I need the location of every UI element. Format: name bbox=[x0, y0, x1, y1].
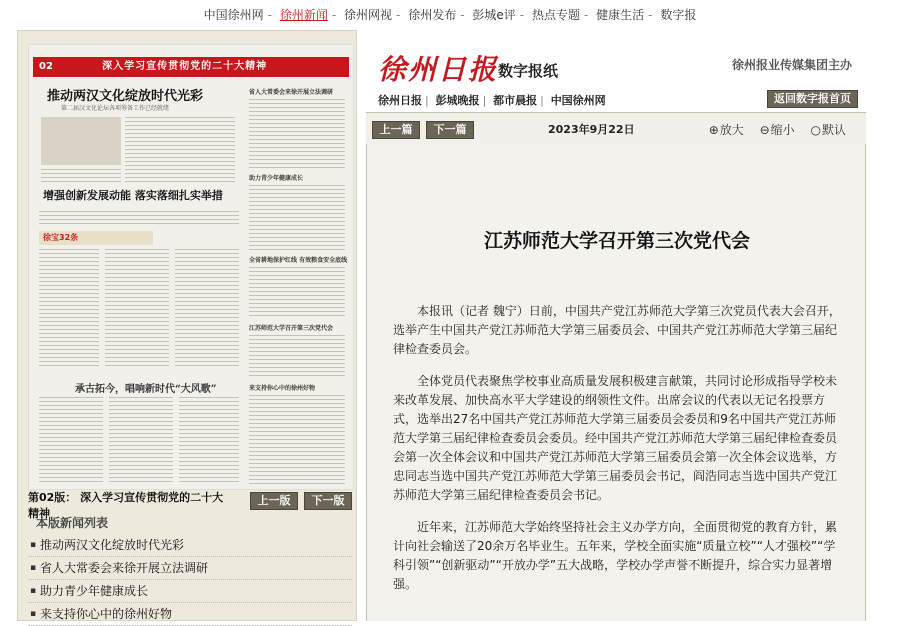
zoom-controls bbox=[697, 121, 846, 138]
page-number: 02 bbox=[39, 61, 53, 72]
article-paragraph: 本报讯（记者 魏宁）日前，中国共产党江苏师范大学第三次党员代表大会召开，选举产生中国共产党江苏师范大学第三届委员会、中国共产党江苏师范大学第三届纪律检查委员会。 bbox=[393, 304, 841, 356]
article-paragraph: 全体党员代表聚焦学校事业高质量发展积极建言献策，共同讨论形成指导学校未来改革发展、加快高水平大学建设的纲领性文件。出席会议的代表以无记名投票方式，选举出27名中国共产党江苏师范大学第三届委员会委员和9名中国共产党江苏师范大学第三届纪律检查委员会委员。经中国共产党江苏师范大学第三届纪律检查委员会第一次全体会议和中国共产党江苏师范大学第三届委员会第一次全体会议选举，方忠同志当选中国共产党江苏师范大学第三届委员会书记，阎浩同志当选中国共产党江苏师范大学第三届纪律检查委员会书记。 bbox=[393, 374, 838, 502]
thumb-headline-sub: 第二届汉文化论坛各项筹备工作已经就绪 bbox=[61, 105, 170, 112]
zoom-reset-icon: ○ bbox=[810, 123, 821, 137]
zoom-in-control[interactable]: ⊕放大 bbox=[708, 123, 744, 137]
thumb-text-block bbox=[249, 267, 345, 319]
newspaper-page-thumbnail[interactable] bbox=[28, 44, 354, 490]
thumb-right-title[interactable]: 来支持你心中的徐州好物 bbox=[249, 385, 316, 392]
thumb-text-block bbox=[39, 211, 239, 227]
article-paragraph: 近年来，江苏师范大学始终坚持社会主义办学方向，全面贯彻党的教育方针，累计向社会输送了20余万名毕业生。五年来，学校全面实施“质量立校”“人才强校”“学科引领”“创新驱动”“开放办学”五大战略，学校办学声誉不断提升，综合实力显著增强。 bbox=[393, 520, 838, 591]
article-toolbar bbox=[366, 112, 866, 146]
prev-article-button[interactable]: 上一篇 bbox=[372, 121, 420, 139]
thumb-headline-2[interactable]: 增强创新发展动能 落实落细扎实举措 bbox=[43, 189, 223, 202]
thumb-right-title[interactable]: 助力青少年健康成长 bbox=[249, 175, 304, 182]
zoom-out-control[interactable]: ⊖缩小 bbox=[759, 123, 795, 137]
thumb-text-block bbox=[39, 397, 103, 485]
thumb-text-block bbox=[125, 117, 235, 183]
thumb-text-block bbox=[249, 185, 345, 251]
thumb-right-title[interactable]: 省人大常委会来徐开展立法调研 bbox=[249, 89, 334, 96]
link-xuzhou-daily[interactable]: 徐州日报 bbox=[378, 94, 422, 107]
nav-link-xuzhou-news[interactable]: 徐州新闻 bbox=[279, 8, 328, 22]
page-title: 第02版： 深入学习宣传贯彻党的二十大精神 bbox=[28, 491, 224, 520]
list-item[interactable]: ▪ 来支持你心中的徐州好物 bbox=[28, 603, 352, 626]
thumb-photo bbox=[41, 117, 121, 165]
list-item[interactable]: ▪ 省人大常委会来徐开展立法调研 bbox=[28, 557, 352, 580]
thumb-right-title[interactable]: 江苏师范大学召开第三次党代会 bbox=[249, 325, 334, 332]
article-body bbox=[366, 144, 866, 621]
nav-link-digital-paper[interactable]: 数字报 bbox=[660, 8, 697, 22]
next-article-button[interactable]: 下一篇 bbox=[426, 121, 474, 139]
prev-page-button[interactable]: 上一版 bbox=[250, 492, 298, 510]
news-list bbox=[28, 534, 352, 626]
brand-subtitle: 数字报纸 bbox=[498, 62, 559, 80]
thumb-text-block bbox=[249, 335, 345, 379]
back-to-home-button[interactable]: 返回数字报首页 bbox=[767, 90, 858, 108]
thumb-ad: 徐宝32条 bbox=[39, 231, 153, 245]
thumb-text-block bbox=[39, 249, 99, 369]
right-panel bbox=[366, 30, 866, 621]
thumb-headline-3[interactable]: 承古拓今，唱响新时代“大风歌” bbox=[75, 384, 217, 395]
publish-date: 2023年9月22日 bbox=[548, 123, 635, 136]
nav-link-health[interactable]: 健康生活 bbox=[596, 8, 645, 22]
zoom-in-icon: ⊕ bbox=[708, 123, 719, 137]
thumb-text-block bbox=[175, 249, 239, 369]
thumb-text-block bbox=[179, 397, 239, 485]
brand-logo[interactable]: 徐州日报 bbox=[378, 53, 499, 86]
top-nav: 中国徐州网 - 徐州新闻 - 徐州网视 - 徐州发布 - 彭城e评 - 热点专题 - 健康生活 - 数字报 bbox=[203, 8, 697, 22]
nav-link-pengcheng-review[interactable]: 彭城e评 bbox=[472, 8, 516, 22]
list-item[interactable]: ▪ 推动两汉文化绽放时代光彩 bbox=[28, 534, 352, 557]
page-banner bbox=[33, 57, 349, 77]
link-china-xuzhou-net[interactable]: 中国徐州网 bbox=[550, 94, 606, 107]
article-title: 江苏师范大学召开第三次党代会 bbox=[483, 230, 750, 252]
nav-link-china-xuzhou[interactable]: 中国徐州网 bbox=[203, 8, 264, 22]
thumb-text-block bbox=[41, 169, 121, 183]
nav-link-xuzhou-release[interactable]: 徐州发布 bbox=[408, 8, 457, 22]
publisher-group: 徐州报业传媒集团主办 bbox=[731, 58, 852, 72]
thumb-text-block bbox=[105, 249, 169, 369]
nav-link-hot-topics[interactable]: 热点专题 bbox=[531, 8, 580, 22]
thumb-right-title[interactable]: 全省耕地保护红线 有效粮食安全底线 bbox=[249, 257, 348, 264]
news-list-heading: 本版新闻列表 bbox=[36, 516, 109, 530]
sub-links: 徐州日报 | 彭城晚报 | 都市晨报 | 中国徐州网 bbox=[378, 94, 606, 107]
thumb-text-block bbox=[109, 397, 173, 485]
banner-title: 深入学习宣传贯彻党的二十大精神 bbox=[102, 61, 268, 72]
nav-link-xuzhou-tv[interactable]: 徐州网视 bbox=[344, 8, 393, 22]
link-dushi-morning[interactable]: 都市晨报 bbox=[493, 94, 538, 107]
thumb-text-block bbox=[249, 99, 345, 169]
thumb-headline[interactable]: 推动两汉文化绽放时代光彩 bbox=[47, 89, 204, 104]
zoom-out-icon: ⊖ bbox=[759, 123, 770, 137]
link-pengcheng-evening[interactable]: 彭城晚报 bbox=[435, 94, 480, 107]
zoom-reset-control[interactable]: ○默认 bbox=[810, 123, 846, 137]
thumb-text-block bbox=[249, 395, 345, 485]
list-item[interactable]: ▪ 助力青少年健康成长 bbox=[28, 580, 352, 603]
next-page-button[interactable]: 下一版 bbox=[304, 492, 352, 510]
